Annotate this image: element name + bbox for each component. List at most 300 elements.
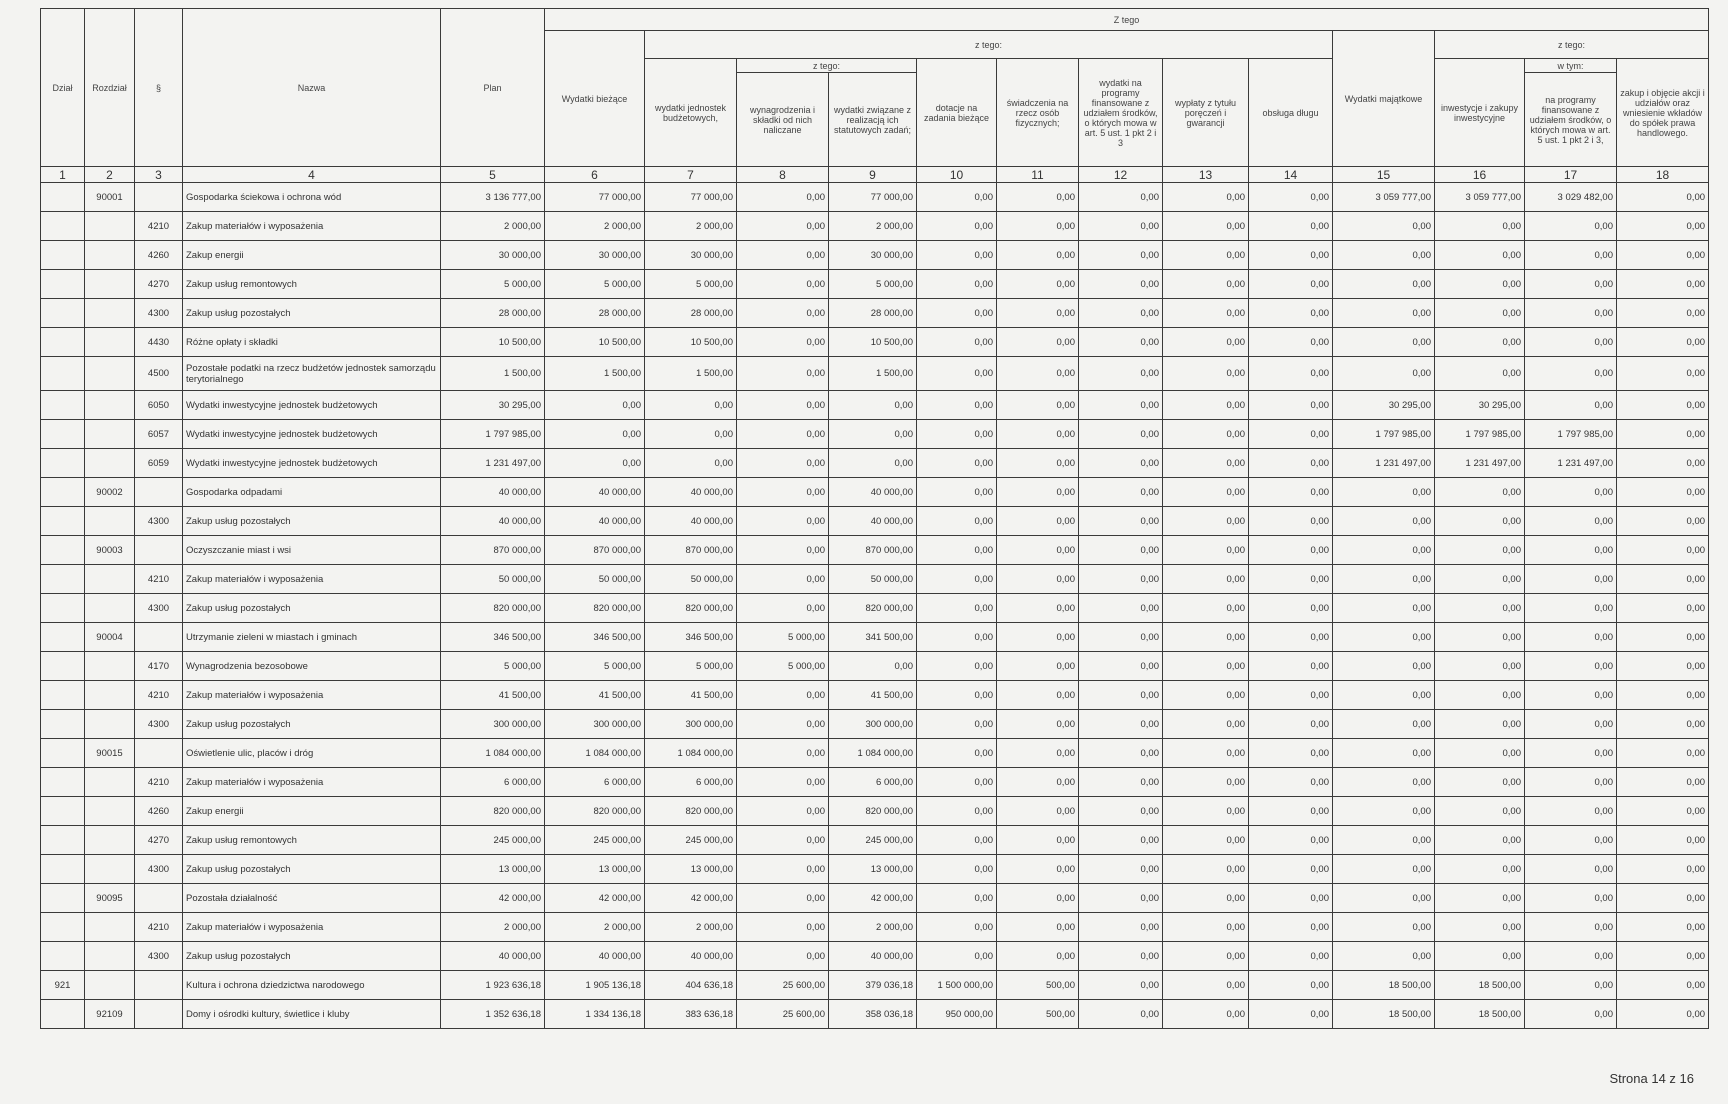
cell-value: 0,00 [1435, 739, 1525, 768]
cell-value: 0,00 [1249, 681, 1333, 710]
cell-value: 13 000,00 [441, 855, 545, 884]
table-body [41, 183, 1709, 1029]
cell-value: 2 000,00 [829, 913, 917, 942]
cell-value: 18 500,00 [1333, 971, 1435, 1000]
cell-value: 0,00 [1163, 884, 1249, 913]
cell-value: 0,00 [1249, 1000, 1333, 1029]
cell-rozdzial [85, 971, 135, 1000]
cell-dzial [41, 449, 85, 478]
cell-value: 0,00 [1617, 913, 1709, 942]
cell-value: 40 000,00 [545, 507, 645, 536]
cell-value: 0,00 [917, 652, 997, 681]
cell-rozdzial [85, 826, 135, 855]
cell-value: 0,00 [1525, 884, 1617, 913]
cell-value: 5 000,00 [737, 652, 829, 681]
cell-value: 0,00 [1525, 855, 1617, 884]
cell-value: 0,00 [1617, 212, 1709, 241]
cell-nazwa: Zakup usług pozostałych [183, 710, 441, 739]
cell-nazwa: Zakup materiałów i wyposażenia [183, 212, 441, 241]
cell-value: 41 500,00 [441, 681, 545, 710]
cell-value: 245 000,00 [829, 826, 917, 855]
cell-value: 1 084 000,00 [645, 739, 737, 768]
cell-value: 0,00 [1333, 768, 1435, 797]
cell-value: 0,00 [1079, 710, 1163, 739]
table-row [41, 710, 1709, 739]
cell-value: 0,00 [1249, 420, 1333, 449]
cell-value: 0,00 [1333, 478, 1435, 507]
cell-rozdzial [85, 942, 135, 971]
column-number: 18 [1617, 167, 1709, 183]
cell-value: 0,00 [1617, 507, 1709, 536]
cell-value: 0,00 [737, 884, 829, 913]
table-row [41, 241, 1709, 270]
cell-value: 0,00 [1617, 565, 1709, 594]
table-row [41, 884, 1709, 913]
cell-value: 0,00 [1525, 710, 1617, 739]
cell-value: 0,00 [1249, 971, 1333, 1000]
cell-value: 0,00 [1525, 536, 1617, 565]
cell-dzial [41, 652, 85, 681]
cell-value: 0,00 [645, 420, 737, 449]
cell-dzial [41, 420, 85, 449]
cell-value: 0,00 [1525, 212, 1617, 241]
cell-value: 0,00 [737, 565, 829, 594]
cell-value: 0,00 [1163, 507, 1249, 536]
cell-value: 0,00 [997, 507, 1079, 536]
cell-paragraf: 4210 [135, 768, 183, 797]
header-wydatki-majatkowe: Wydatki majątkowe [1333, 31, 1435, 167]
cell-paragraf: 4270 [135, 270, 183, 299]
cell-value: 0,00 [1163, 449, 1249, 478]
cell-dzial [41, 478, 85, 507]
cell-nazwa: Wydatki inwestycyjne jednostek budżetowych [183, 449, 441, 478]
cell-nazwa: Gospodarka odpadami [183, 478, 441, 507]
cell-value: 0,00 [1249, 212, 1333, 241]
cell-value: 1 797 985,00 [441, 420, 545, 449]
cell-value: 6 000,00 [829, 768, 917, 797]
cell-value: 1 084 000,00 [829, 739, 917, 768]
cell-nazwa: Oczyszczanie miast i wsi [183, 536, 441, 565]
cell-value: 1 500,00 [545, 357, 645, 391]
cell-value: 0,00 [737, 710, 829, 739]
cell-nazwa: Zakup energii [183, 797, 441, 826]
cell-value: 13 000,00 [829, 855, 917, 884]
cell-value: 0,00 [1079, 536, 1163, 565]
cell-value: 5 000,00 [441, 652, 545, 681]
cell-value: 2 000,00 [441, 913, 545, 942]
cell-rozdzial [85, 913, 135, 942]
cell-value: 0,00 [1249, 183, 1333, 212]
cell-value: 0,00 [1249, 299, 1333, 328]
cell-paragraf: 4300 [135, 710, 183, 739]
cell-value: 0,00 [997, 942, 1079, 971]
cell-value: 41 500,00 [645, 681, 737, 710]
header-wydatki-programy: wydatki na programy finansowane z udziałem środków, o których mowa w art. 5 ust. 1 pkt 2 i 3 [1079, 59, 1163, 167]
cell-value: 10 500,00 [441, 328, 545, 357]
cell-value: 245 000,00 [441, 826, 545, 855]
cell-paragraf: 4300 [135, 942, 183, 971]
cell-value: 50 000,00 [441, 565, 545, 594]
cell-value: 3 029 482,00 [1525, 183, 1617, 212]
cell-value: 0,00 [1249, 942, 1333, 971]
cell-nazwa: Zakup materiałów i wyposażenia [183, 768, 441, 797]
cell-value: 341 500,00 [829, 623, 917, 652]
cell-value: 0,00 [1435, 328, 1525, 357]
cell-value: 820 000,00 [545, 797, 645, 826]
cell-value: 0,00 [1333, 565, 1435, 594]
table-row [41, 565, 1709, 594]
cell-value: 0,00 [1079, 1000, 1163, 1029]
cell-value: 300 000,00 [645, 710, 737, 739]
cell-value: 0,00 [1079, 478, 1163, 507]
cell-value: 0,00 [1333, 270, 1435, 299]
cell-value: 3 059 777,00 [1435, 183, 1525, 212]
cell-value: 0,00 [1079, 565, 1163, 594]
header-z-tego-sub: z tego: [737, 59, 917, 73]
column-number: 1 [41, 167, 85, 183]
cell-value: 0,00 [1617, 536, 1709, 565]
cell-value: 0,00 [1525, 507, 1617, 536]
cell-paragraf: 4260 [135, 241, 183, 270]
cell-value: 0,00 [1617, 826, 1709, 855]
cell-value: 500,00 [997, 971, 1079, 1000]
cell-value: 40 000,00 [645, 478, 737, 507]
cell-value: 0,00 [1333, 942, 1435, 971]
cell-value: 0,00 [1333, 212, 1435, 241]
cell-value: 0,00 [829, 449, 917, 478]
column-number: 16 [1435, 167, 1525, 183]
cell-value: 30 295,00 [1435, 391, 1525, 420]
cell-value: 0,00 [1525, 739, 1617, 768]
table-row [41, 623, 1709, 652]
cell-value: 0,00 [997, 884, 1079, 913]
cell-value: 0,00 [1435, 536, 1525, 565]
cell-dzial [41, 507, 85, 536]
cell-rozdzial [85, 797, 135, 826]
cell-value: 0,00 [997, 623, 1079, 652]
cell-value: 0,00 [1435, 623, 1525, 652]
cell-value: 0,00 [1617, 855, 1709, 884]
cell-value: 40 000,00 [829, 507, 917, 536]
cell-value: 0,00 [829, 420, 917, 449]
cell-value: 0,00 [1079, 270, 1163, 299]
cell-value: 0,00 [1163, 357, 1249, 391]
cell-value: 18 500,00 [1435, 971, 1525, 1000]
cell-value: 0,00 [1163, 942, 1249, 971]
cell-value: 0,00 [1525, 241, 1617, 270]
cell-value: 0,00 [917, 594, 997, 623]
cell-value: 0,00 [1617, 623, 1709, 652]
cell-value: 0,00 [737, 391, 829, 420]
cell-dzial [41, 797, 85, 826]
cell-value: 0,00 [1435, 270, 1525, 299]
column-number-row [41, 167, 1709, 183]
cell-value: 0,00 [1617, 681, 1709, 710]
cell-rozdzial [85, 299, 135, 328]
table-row [41, 299, 1709, 328]
cell-value: 0,00 [1525, 652, 1617, 681]
cell-value: 0,00 [1435, 826, 1525, 855]
cell-value: 0,00 [997, 183, 1079, 212]
cell-value: 40 000,00 [441, 507, 545, 536]
cell-value: 0,00 [1079, 299, 1163, 328]
cell-paragraf: 4210 [135, 565, 183, 594]
cell-value: 0,00 [1079, 913, 1163, 942]
cell-value: 0,00 [997, 241, 1079, 270]
cell-value: 0,00 [1249, 449, 1333, 478]
cell-paragraf [135, 183, 183, 212]
cell-value: 0,00 [1333, 623, 1435, 652]
cell-value: 0,00 [917, 710, 997, 739]
cell-dzial [41, 855, 85, 884]
cell-value: 0,00 [737, 507, 829, 536]
cell-value: 0,00 [1249, 357, 1333, 391]
cell-value: 0,00 [917, 681, 997, 710]
cell-value: 1 084 000,00 [441, 739, 545, 768]
cell-value: 13 000,00 [645, 855, 737, 884]
cell-dzial [41, 536, 85, 565]
cell-value: 0,00 [1163, 768, 1249, 797]
cell-value: 0,00 [1525, 768, 1617, 797]
cell-value: 0,00 [1435, 357, 1525, 391]
cell-value: 0,00 [829, 652, 917, 681]
cell-value: 0,00 [1435, 241, 1525, 270]
cell-rozdzial: 90002 [85, 478, 135, 507]
cell-rozdzial [85, 328, 135, 357]
cell-value: 0,00 [917, 884, 997, 913]
cell-value: 379 036,18 [829, 971, 917, 1000]
cell-value: 870 000,00 [829, 536, 917, 565]
cell-value: 0,00 [1249, 739, 1333, 768]
cell-value: 0,00 [1079, 681, 1163, 710]
cell-nazwa: Oświetlenie ulic, placów i dróg [183, 739, 441, 768]
cell-nazwa: Kultura i ochrona dziedzictwa narodowego [183, 971, 441, 1000]
cell-value: 1 231 497,00 [1333, 449, 1435, 478]
cell-value: 5 000,00 [545, 652, 645, 681]
cell-value: 30 295,00 [441, 391, 545, 420]
cell-value: 0,00 [1333, 299, 1435, 328]
cell-value: 1 231 497,00 [1435, 449, 1525, 478]
cell-value: 0,00 [1249, 536, 1333, 565]
table-row [41, 913, 1709, 942]
cell-value: 0,00 [917, 855, 997, 884]
cell-value: 0,00 [1249, 855, 1333, 884]
cell-value: 0,00 [1617, 270, 1709, 299]
table-row [41, 478, 1709, 507]
cell-value: 0,00 [997, 328, 1079, 357]
cell-dzial [41, 739, 85, 768]
cell-rozdzial [85, 391, 135, 420]
cell-rozdzial: 90003 [85, 536, 135, 565]
cell-value: 13 000,00 [545, 855, 645, 884]
table-row [41, 739, 1709, 768]
column-number: 9 [829, 167, 917, 183]
cell-value: 2 000,00 [545, 913, 645, 942]
cell-value: 0,00 [917, 391, 997, 420]
cell-value: 1 352 636,18 [441, 1000, 545, 1029]
header-wyplaty: wypłaty z tytułu poręczeń i gwarancji [1163, 59, 1249, 167]
cell-value: 0,00 [1163, 565, 1249, 594]
cell-value: 0,00 [1333, 884, 1435, 913]
cell-dzial [41, 913, 85, 942]
cell-value: 0,00 [1333, 594, 1435, 623]
cell-value: 42 000,00 [545, 884, 645, 913]
cell-paragraf [135, 884, 183, 913]
cell-dzial [41, 768, 85, 797]
cell-value: 3 136 777,00 [441, 183, 545, 212]
cell-value: 28 000,00 [829, 299, 917, 328]
cell-value: 0,00 [1249, 241, 1333, 270]
cell-value: 0,00 [545, 449, 645, 478]
cell-value: 0,00 [997, 391, 1079, 420]
table-row [41, 270, 1709, 299]
cell-value: 0,00 [997, 536, 1079, 565]
cell-value: 0,00 [1079, 594, 1163, 623]
table-row [41, 594, 1709, 623]
cell-paragraf: 6059 [135, 449, 183, 478]
cell-value: 0,00 [917, 565, 997, 594]
column-number: 14 [1249, 167, 1333, 183]
cell-dzial [41, 826, 85, 855]
cell-value: 0,00 [1163, 212, 1249, 241]
cell-value: 0,00 [1435, 855, 1525, 884]
cell-value: 0,00 [1079, 768, 1163, 797]
cell-value: 0,00 [1435, 942, 1525, 971]
cell-value: 0,00 [1163, 681, 1249, 710]
cell-value: 300 000,00 [829, 710, 917, 739]
cell-rozdzial: 90004 [85, 623, 135, 652]
table-row [41, 768, 1709, 797]
cell-value: 0,00 [917, 507, 997, 536]
cell-value: 5 000,00 [545, 270, 645, 299]
cell-value: 0,00 [1525, 270, 1617, 299]
cell-paragraf: 4300 [135, 299, 183, 328]
cell-value: 0,00 [997, 913, 1079, 942]
cell-value: 300 000,00 [441, 710, 545, 739]
cell-value: 820 000,00 [645, 594, 737, 623]
cell-value: 0,00 [1435, 913, 1525, 942]
cell-nazwa: Zakup energii [183, 241, 441, 270]
table-row [41, 183, 1709, 212]
cell-rozdzial [85, 507, 135, 536]
cell-value: 0,00 [737, 826, 829, 855]
cell-nazwa: Zakup usług pozostałych [183, 507, 441, 536]
cell-value: 1 905 136,18 [545, 971, 645, 1000]
header-plan: Plan [441, 9, 545, 167]
cell-value: 0,00 [737, 299, 829, 328]
cell-dzial [41, 299, 85, 328]
cell-value: 0,00 [997, 420, 1079, 449]
cell-value: 0,00 [1163, 710, 1249, 739]
cell-value: 0,00 [997, 710, 1079, 739]
cell-value: 0,00 [1435, 710, 1525, 739]
cell-value: 5 000,00 [645, 652, 737, 681]
cell-value: 0,00 [1333, 913, 1435, 942]
cell-value: 0,00 [1249, 884, 1333, 913]
column-number: 3 [135, 167, 183, 183]
cell-value: 1 500,00 [829, 357, 917, 391]
cell-value: 0,00 [997, 357, 1079, 391]
cell-dzial [41, 623, 85, 652]
column-number: 7 [645, 167, 737, 183]
cell-value: 30 000,00 [645, 241, 737, 270]
cell-value: 0,00 [1333, 855, 1435, 884]
column-number: 8 [737, 167, 829, 183]
cell-value: 0,00 [1249, 652, 1333, 681]
cell-value: 0,00 [1435, 594, 1525, 623]
cell-paragraf: 4210 [135, 212, 183, 241]
cell-value: 0,00 [997, 681, 1079, 710]
cell-dzial [41, 391, 85, 420]
cell-value: 0,00 [1249, 270, 1333, 299]
cell-nazwa: Wydatki inwestycyjne jednostek budżetowych [183, 420, 441, 449]
cell-value: 5 000,00 [737, 623, 829, 652]
cell-value: 5 000,00 [829, 270, 917, 299]
cell-dzial [41, 328, 85, 357]
cell-paragraf: 4300 [135, 594, 183, 623]
cell-value: 0,00 [1163, 826, 1249, 855]
cell-value: 50 000,00 [829, 565, 917, 594]
cell-rozdzial [85, 449, 135, 478]
cell-value: 0,00 [1333, 826, 1435, 855]
cell-paragraf [135, 536, 183, 565]
cell-value: 0,00 [1163, 739, 1249, 768]
cell-value: 40 000,00 [545, 942, 645, 971]
cell-value: 0,00 [1163, 971, 1249, 1000]
cell-value: 0,00 [1249, 768, 1333, 797]
cell-value: 0,00 [917, 826, 997, 855]
column-number: 10 [917, 167, 997, 183]
cell-value: 0,00 [1435, 507, 1525, 536]
cell-value: 0,00 [1333, 652, 1435, 681]
cell-value: 0,00 [1163, 299, 1249, 328]
cell-value: 0,00 [1617, 1000, 1709, 1029]
cell-value: 0,00 [917, 478, 997, 507]
cell-value: 0,00 [737, 855, 829, 884]
cell-nazwa: Zakup usług pozostałych [183, 855, 441, 884]
header-paragraf: § [135, 9, 183, 167]
cell-value: 0,00 [997, 449, 1079, 478]
cell-value: 0,00 [1525, 797, 1617, 826]
cell-value: 0,00 [1617, 884, 1709, 913]
cell-value: 0,00 [1163, 1000, 1249, 1029]
cell-dzial [41, 594, 85, 623]
cell-value: 0,00 [1617, 449, 1709, 478]
cell-value: 0,00 [1079, 328, 1163, 357]
cell-value: 77 000,00 [545, 183, 645, 212]
cell-value: 0,00 [1435, 884, 1525, 913]
cell-value: 0,00 [1333, 241, 1435, 270]
cell-value: 0,00 [737, 942, 829, 971]
cell-value: 0,00 [997, 855, 1079, 884]
cell-value: 0,00 [917, 212, 997, 241]
cell-value: 0,00 [737, 241, 829, 270]
cell-rozdzial [85, 710, 135, 739]
cell-value: 0,00 [997, 270, 1079, 299]
cell-value: 2 000,00 [645, 212, 737, 241]
column-number: 13 [1163, 167, 1249, 183]
cell-nazwa: Zakup usług pozostałych [183, 942, 441, 971]
cell-paragraf: 4300 [135, 507, 183, 536]
cell-value: 0,00 [1617, 183, 1709, 212]
cell-value: 0,00 [737, 797, 829, 826]
cell-dzial [41, 681, 85, 710]
cell-value: 0,00 [1525, 826, 1617, 855]
cell-value: 0,00 [917, 357, 997, 391]
cell-value: 0,00 [1163, 855, 1249, 884]
cell-value: 1 500,00 [645, 357, 737, 391]
cell-dzial [41, 884, 85, 913]
